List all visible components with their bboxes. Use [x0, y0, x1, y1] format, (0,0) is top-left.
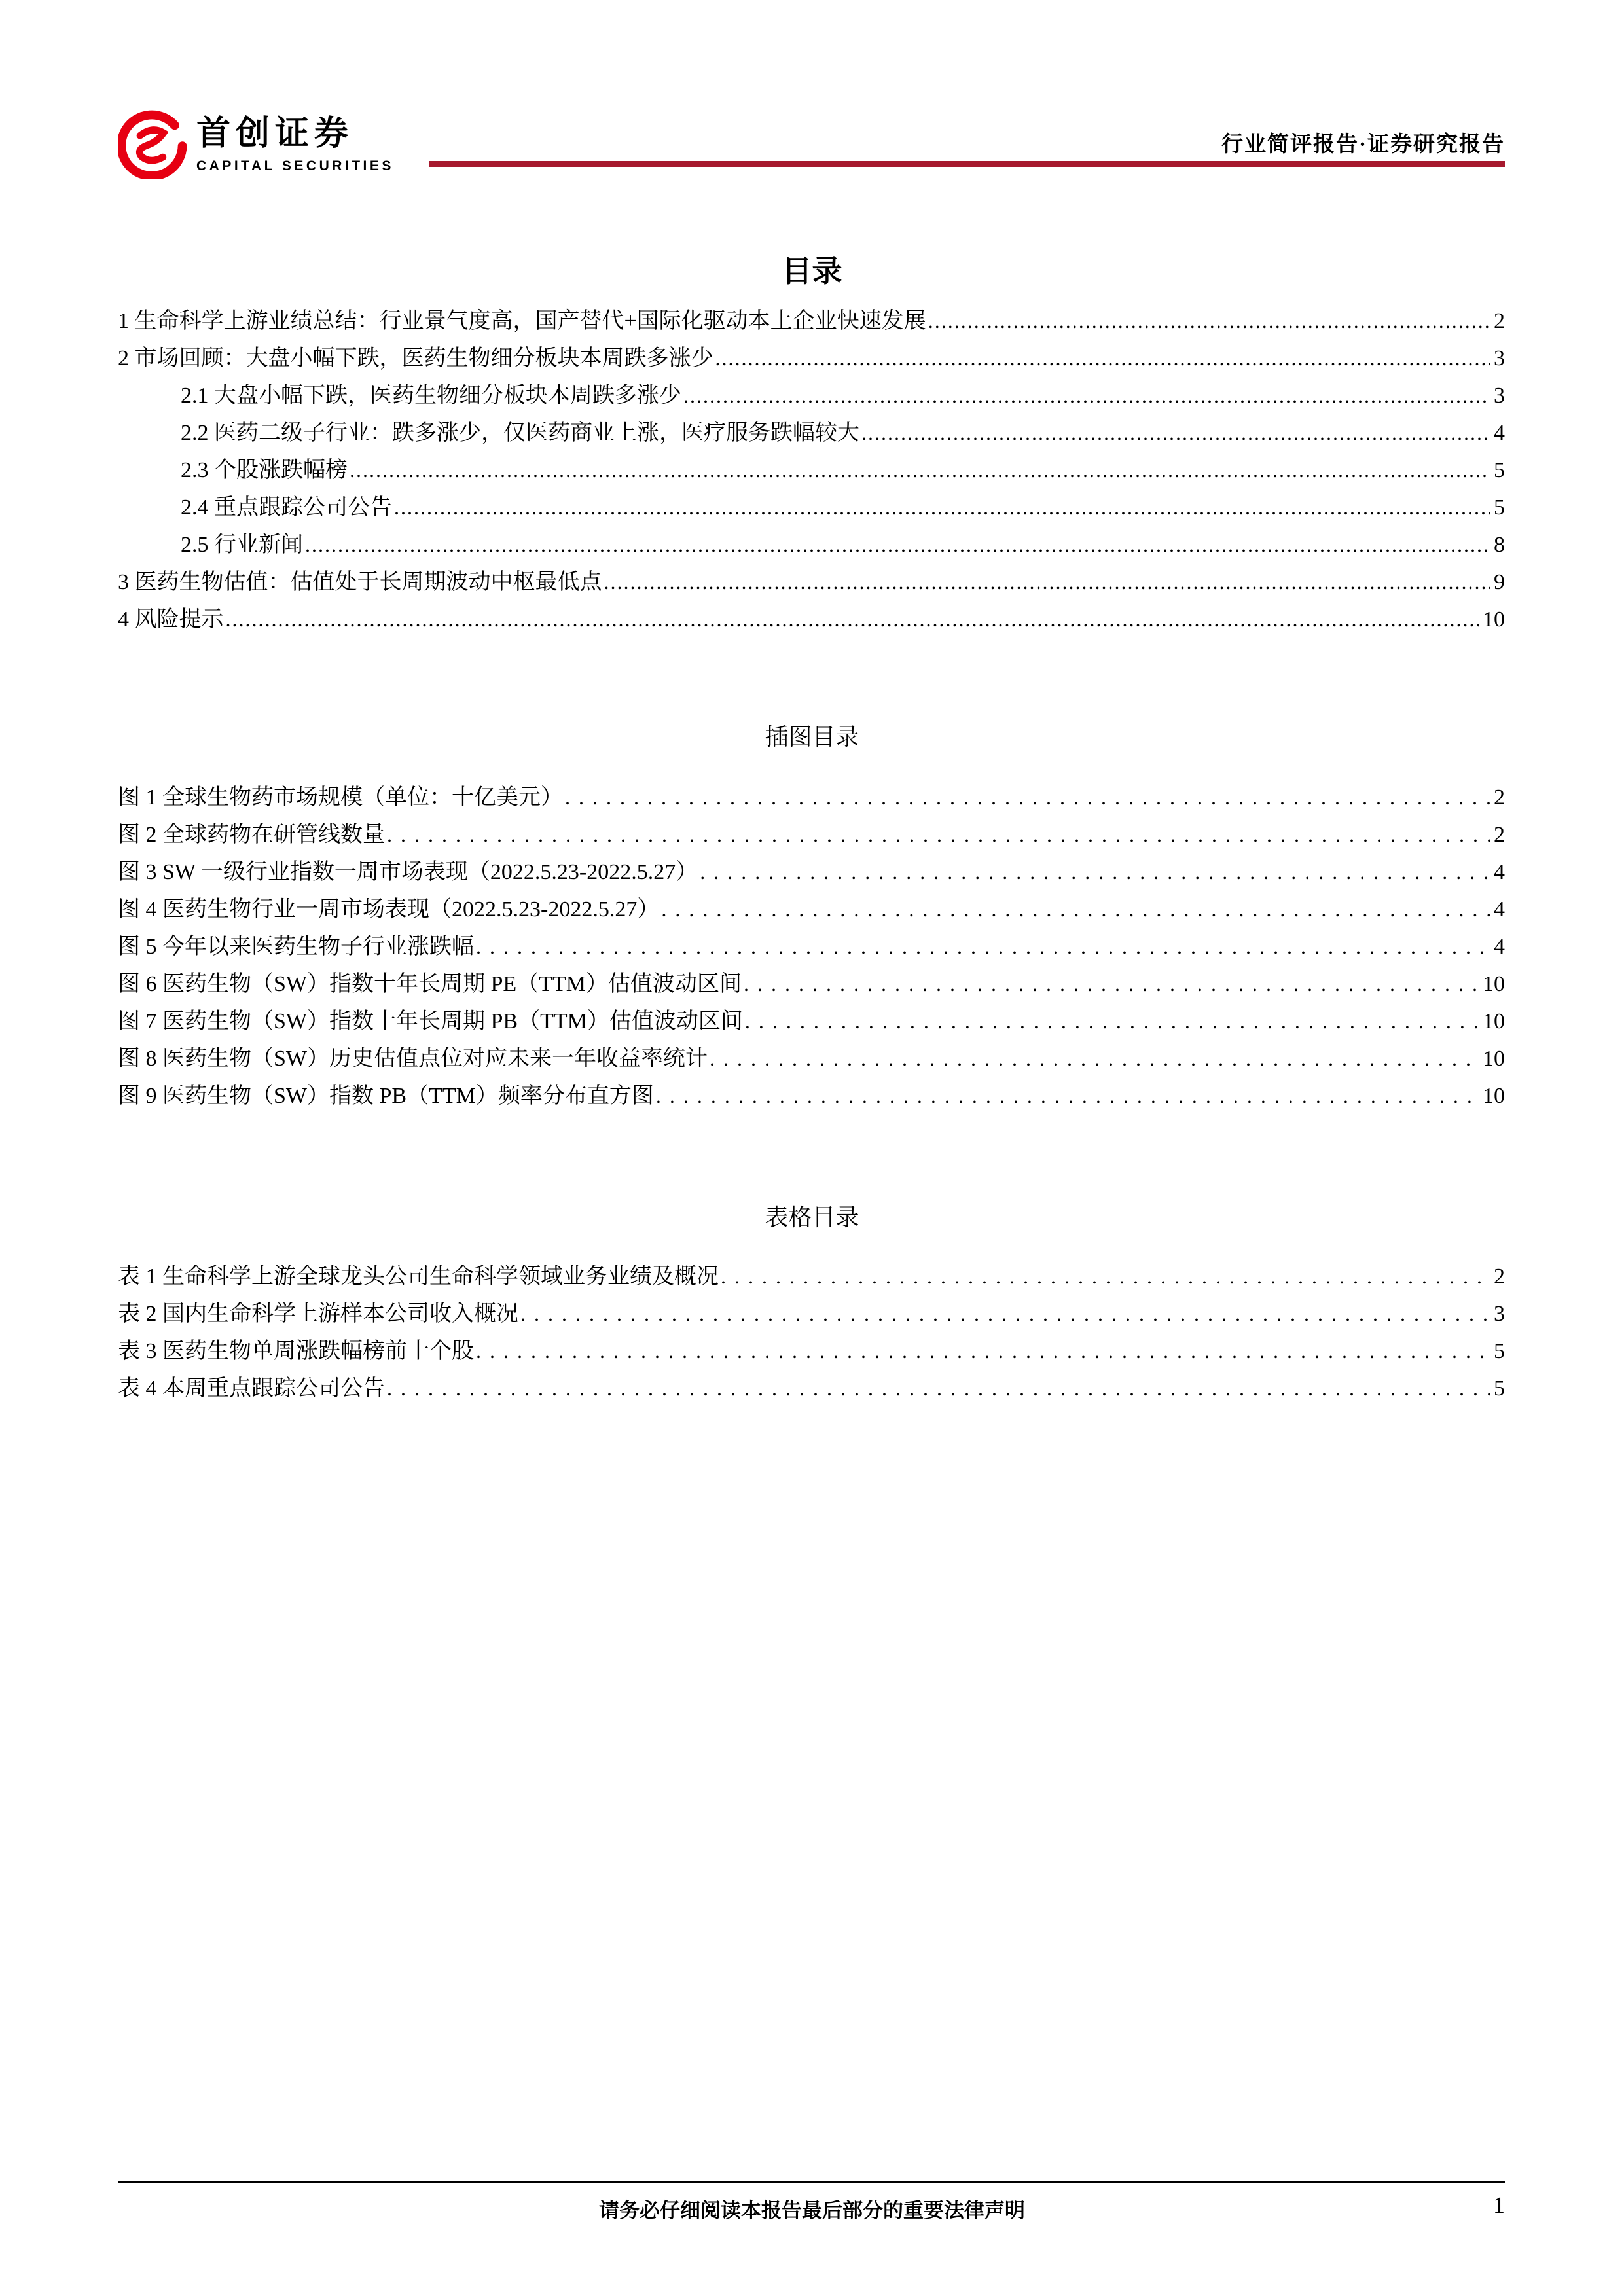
entry-page: 8 [1494, 533, 1505, 557]
entry-label: 图 2 全球药物在研管线数量 [118, 823, 385, 847]
figure-entry [118, 1003, 1505, 1040]
entry-label: 2.2 医药二级子行业：跌多涨少，仅医药商业上涨，医疗服务跌幅较大 [181, 421, 859, 445]
dot-leader [476, 928, 1490, 965]
table-entry [118, 1295, 1505, 1333]
entry-label: 2 市场回顾：大盘小幅下跌，医药生物细分板块本周跌多涨少 [118, 346, 713, 370]
entry-label: 表 2 国内生命科学上游样本公司收入概况 [118, 1302, 518, 1326]
dot-leader [745, 1003, 1479, 1040]
entry-page: 4 [1494, 421, 1505, 445]
entry-label: 表 3 医药生物单周涨跌幅榜前十个股 [118, 1339, 474, 1363]
header-rule [429, 161, 1505, 167]
entry-label: 图 7 医药生物（SW）指数十年长周期 PB（TTM）估值波动区间 [118, 1009, 743, 1033]
toc-entry [118, 526, 1505, 564]
table-entry [118, 1333, 1505, 1370]
dot-leader [387, 816, 1490, 853]
entry-label: 图 9 医药生物（SW）指数 PB（TTM）频率分布直方图 [118, 1084, 654, 1108]
figure-entry [118, 779, 1505, 816]
dot-leader [744, 965, 1479, 1003]
dot-leader [226, 601, 1479, 638]
dot-leader [387, 1370, 1490, 1407]
dot-leader [350, 452, 1490, 489]
dot-leader [928, 302, 1490, 340]
entry-label: 2.4 重点跟踪公司公告 [181, 495, 392, 520]
entry-label: 图 4 医药生物行业一周市场表现（2022.5.23-2022.5.27） [118, 897, 660, 922]
company-logo [118, 110, 394, 179]
toc-entry [118, 564, 1505, 601]
figure-entry [118, 1077, 1505, 1115]
figures-title: 插图目录 [765, 724, 859, 750]
entry-page: 2 [1494, 309, 1505, 333]
toc-entry [118, 414, 1505, 452]
entry-label: 4 风险提示 [118, 607, 224, 632]
entry-page: 10 [1483, 607, 1505, 632]
dot-leader [476, 1333, 1490, 1370]
dot-leader [394, 489, 1490, 526]
entry-page: 4 [1494, 897, 1505, 922]
entry-page: 3 [1494, 384, 1505, 408]
entry-label: 表 1 生命科学上游全球龙头公司生命科学领域业务业绩及概况 [118, 1265, 719, 1289]
entry-label: 2.5 行业新闻 [181, 533, 303, 557]
figure-entry [118, 1040, 1505, 1077]
tables-title: 表格目录 [765, 1204, 859, 1230]
toc-entry [118, 340, 1505, 377]
dot-leader [520, 1295, 1490, 1333]
entry-page: 10 [1483, 1009, 1505, 1033]
entry-label: 表 4 本周重点跟踪公司公告 [118, 1376, 385, 1401]
entry-page: 5 [1494, 1376, 1505, 1401]
toc-entry [118, 452, 1505, 489]
entry-page: 4 [1494, 935, 1505, 959]
entry-page: 4 [1494, 860, 1505, 884]
figure-entry [118, 853, 1505, 891]
dot-leader [710, 1040, 1479, 1077]
entry-page: 9 [1494, 570, 1505, 594]
toc-entry [118, 601, 1505, 638]
entry-page: 2 [1494, 785, 1505, 810]
toc-entry [118, 302, 1505, 340]
entry-page: 10 [1483, 972, 1505, 996]
dot-leader [565, 779, 1490, 816]
entry-page: 5 [1494, 1339, 1505, 1363]
entry-label: 图 1 全球生物药市场规模（单位：十亿美元） [118, 785, 563, 810]
dot-leader [305, 526, 1490, 564]
toc-title: 目录 [782, 255, 842, 288]
footer-rule [118, 2181, 1505, 2183]
entry-page: 10 [1483, 1084, 1505, 1108]
entry-page: 3 [1494, 346, 1505, 370]
entry-label: 2.3 个股涨跌幅榜 [181, 458, 348, 482]
dot-leader [700, 853, 1490, 891]
entry-label: 图 3 SW 一级行业指数一周市场表现（2022.5.23-2022.5.27） [118, 860, 698, 884]
figure-entry [118, 928, 1505, 965]
logo-text [196, 115, 394, 173]
dot-leader [604, 564, 1490, 601]
entry-page: 10 [1483, 1047, 1505, 1071]
entry-page: 5 [1494, 458, 1505, 482]
entry-page: 5 [1494, 495, 1505, 520]
entry-page: 2 [1494, 823, 1505, 847]
entry-page: 2 [1494, 1265, 1505, 1289]
entry-label: 图 5 今年以来医药生物子行业涨跌幅 [118, 935, 474, 959]
footer-page-number: 1 [1493, 2192, 1505, 2218]
logo-name-cn: 首创证券 [196, 115, 354, 153]
tables-list [118, 1258, 1505, 1407]
dot-leader [656, 1077, 1479, 1115]
dot-leader [861, 414, 1490, 452]
report-type-label: 行业简评报告·证券研究报告 [1221, 133, 1505, 156]
table-entry [118, 1258, 1505, 1295]
entry-label: 1 生命科学上游业绩总结：行业景气度高，国产替代+国际化驱动本土企业快速发展 [118, 309, 926, 333]
toc-list [118, 302, 1505, 638]
dot-leader [661, 891, 1490, 928]
table-entry [118, 1370, 1505, 1407]
entry-label: 图 8 医药生物（SW）历史估值点位对应未来一年收益率统计 [118, 1047, 708, 1071]
dot-leader [683, 377, 1490, 414]
capital-securities-logo-icon [118, 110, 187, 179]
entry-label: 3 医药生物估值：估值处于长周期波动中枢最低点 [118, 570, 602, 594]
toc-entry [118, 489, 1505, 526]
figure-entry [118, 965, 1505, 1003]
entry-page: 3 [1494, 1302, 1505, 1326]
footer-disclaimer: 请务必仔细阅读本报告最后部分的重要法律声明 [599, 2199, 1025, 2222]
figure-entry [118, 891, 1505, 928]
entry-label: 2.1 大盘小幅下跌，医药生物细分板块本周跌多涨少 [181, 384, 681, 408]
dot-leader [715, 340, 1490, 377]
figures-list [118, 779, 1505, 1115]
figure-entry [118, 816, 1505, 853]
dot-leader [721, 1258, 1490, 1295]
toc-entry [118, 377, 1505, 414]
logo-name-en: CAPITAL SECURITIES [196, 158, 394, 173]
entry-label: 图 6 医药生物（SW）指数十年长周期 PE（TTM）估值波动区间 [118, 972, 742, 996]
